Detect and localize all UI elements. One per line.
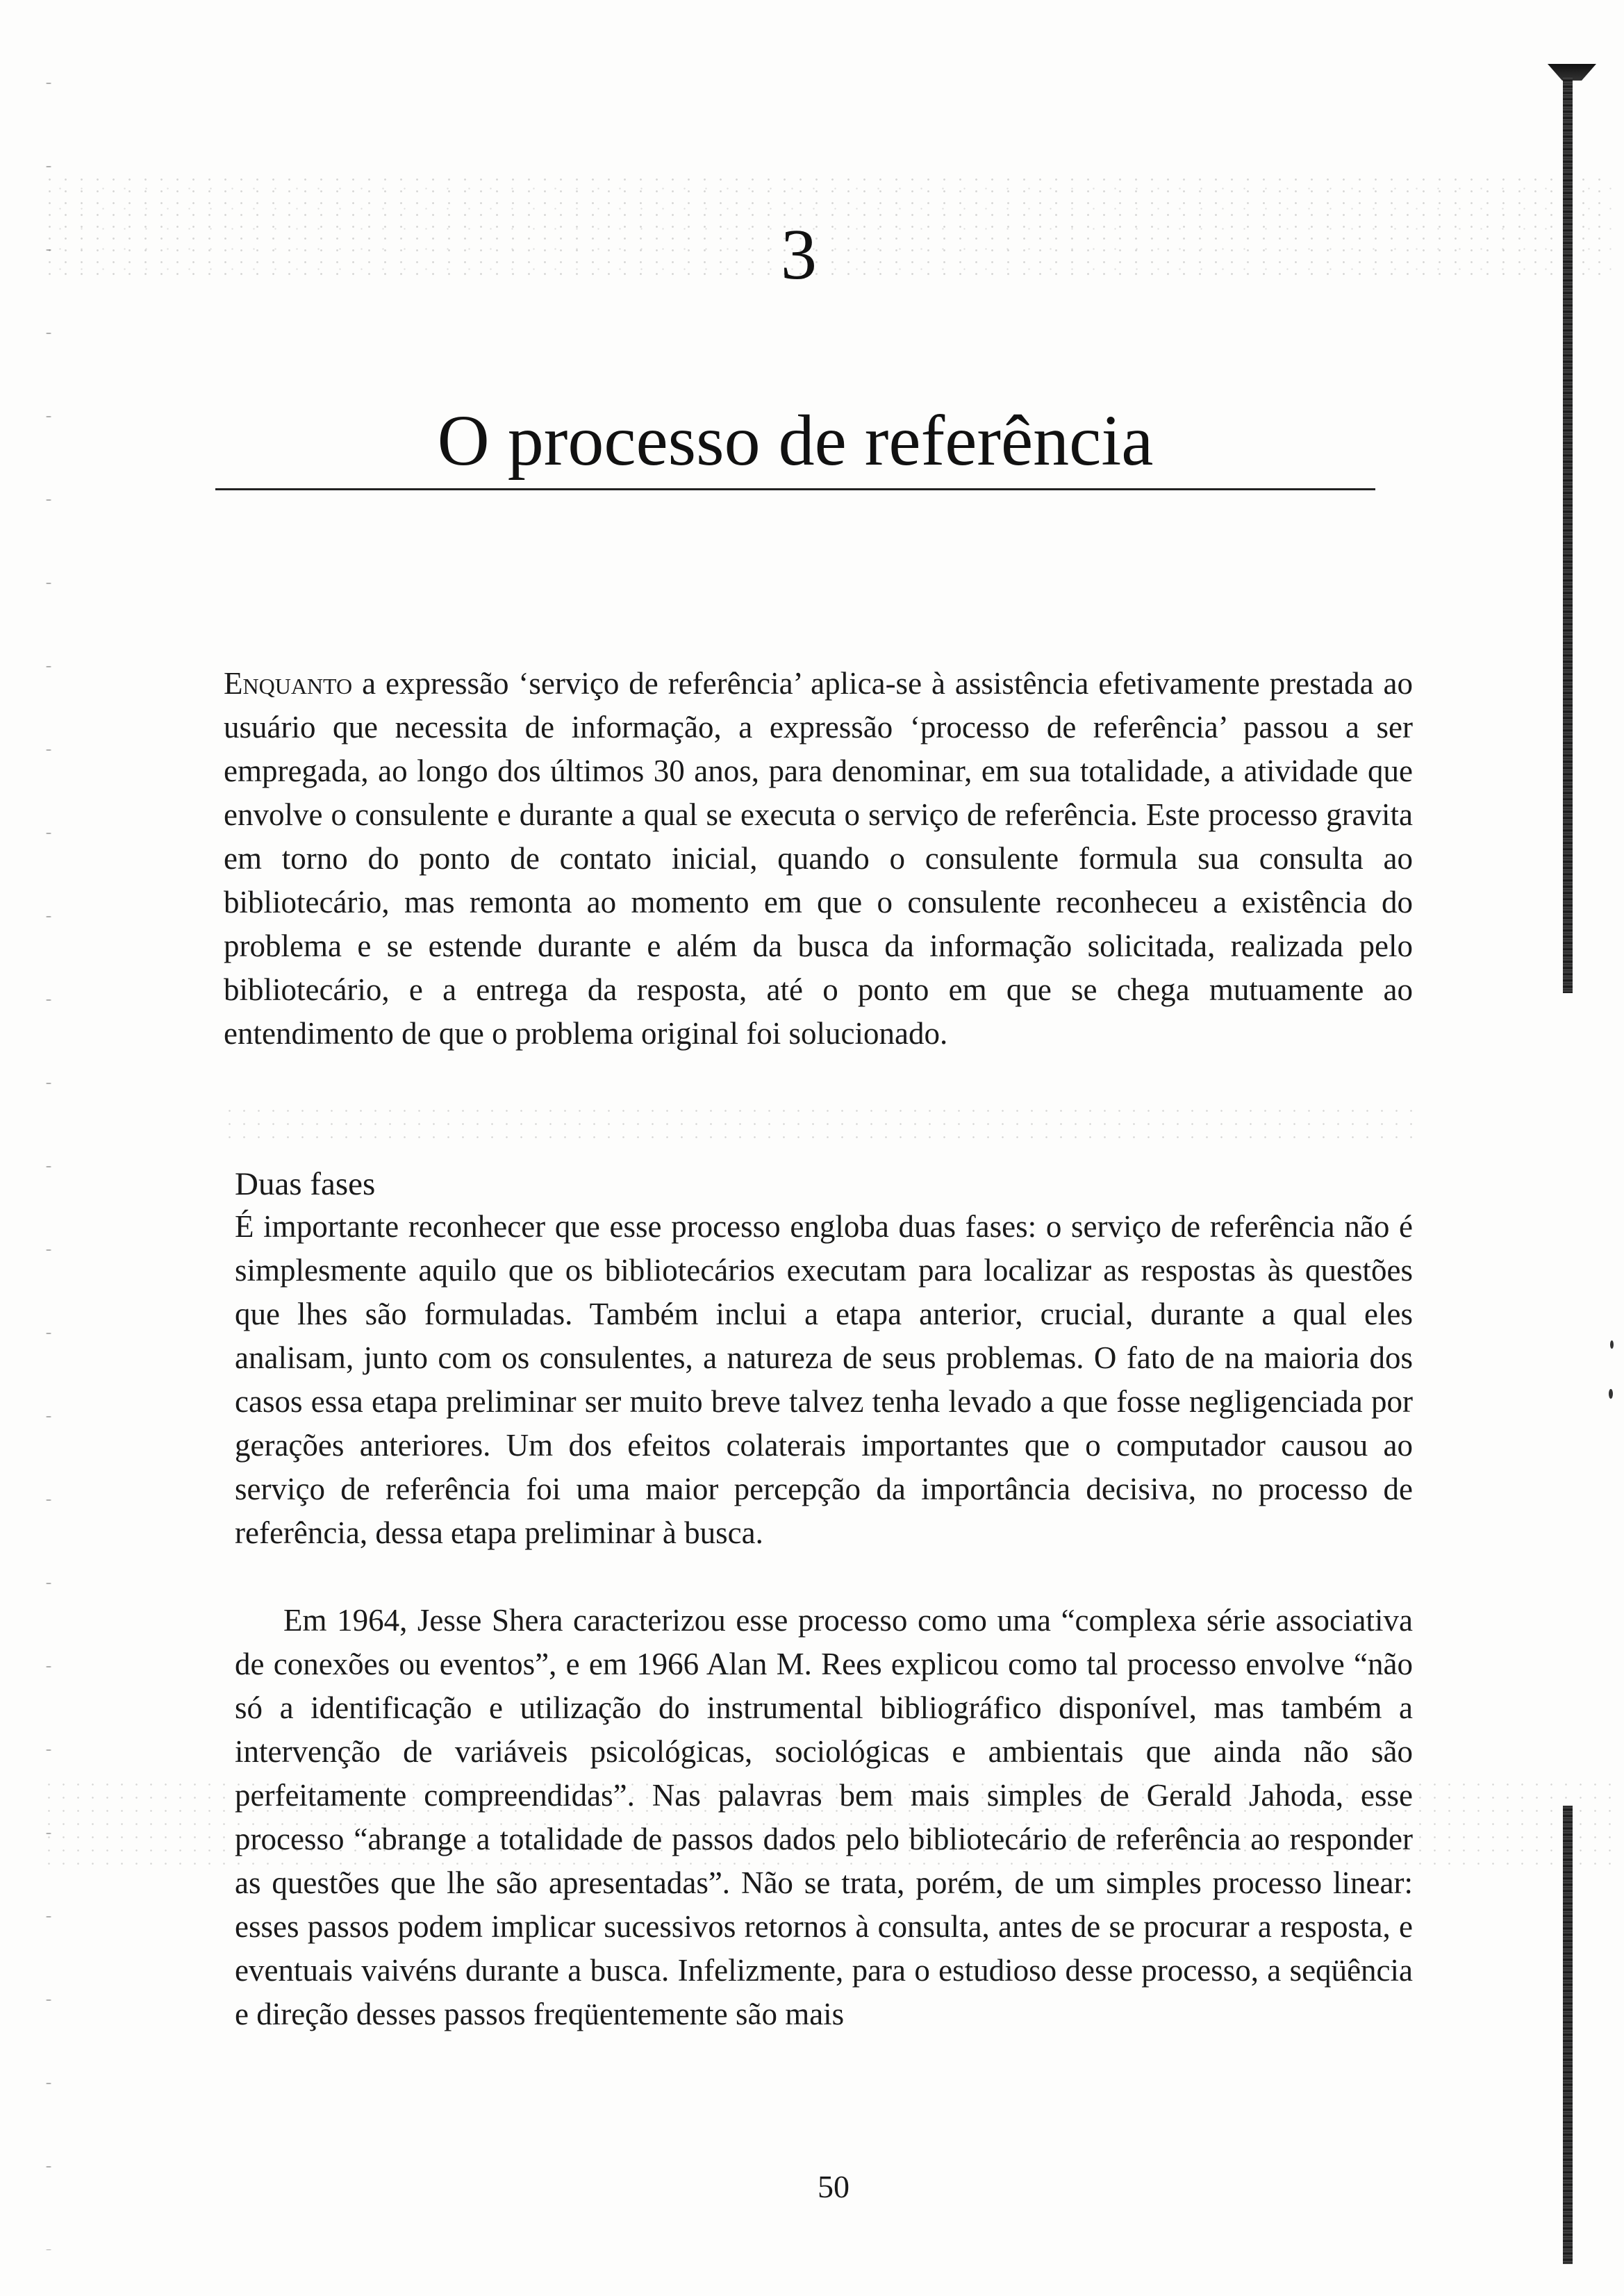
binding-edge-upper: [1563, 76, 1573, 993]
scan-speckle-mid: [222, 1104, 1417, 1146]
paragraph-intro-text: a expressão ‘serviço de referência’ aplica-se à assistência efetivamente prestada ao usuário que necessita de informação, a expressão ‘processo de referência’ passou a ser empregada, ao longo dos últimos 30 anos, para denominar, em sua totalidade, a atividade que envolve o consulente e durante a qual se executa o serviço de referência. Este processo gravita em torno do ponto de contato inicial, quando o consulente formula sua consulta ao bibliotecário, mas remonta ao momento em que o consulente reconheceu a existência do problema e se estende durante e além da busca da informação solicitada, realizada pelo bibliotecário, e a entrega da resposta, até o ponto em que se chega mutuamente ao entendimento de que o problema original foi solucionado.: [224, 666, 1413, 1051]
chapter-number: 3: [781, 215, 817, 294]
paragraph-lead-word: Enquanto: [224, 666, 353, 701]
paragraph-two-phases: É importante reconhecer que esse processo engloba duas fases: o serviço de referência não é simplesmente aquilo que os bibliotecários executam para localizar as respostas às questões que lhes são formuladas. Também inclui a etapa anterior, crucial, durante a qual eles analisam, junto com os consulentes, a natureza de seus problemas. O fato de na maioria dos casos essa etapa preliminar ser muito breve talvez tenha levado a que fosse negligenciada por gerações anteriores. Um dos efeitos colaterais importantes que o computador causou ao serviço de referência foi uma maior percepção da importância decisiva, no processo de referência, dessa etapa preliminar à busca.: [235, 1209, 1413, 1550]
binding-edge-lower: [1563, 1806, 1573, 2264]
scan-dot: [1609, 1389, 1613, 1399]
paragraph-shera-rees: Em 1964, Jesse Shera caracterizou esse processo como uma “complexa série associativa de conexões ou eventos”, e em 1966 Alan M. Rees explicou como tal processo envolve “não só a identificação e utilização do instrumental bibliográfico disponível, mas também a intervenção de variáveis psicológicas, sociológicas e ambientais que ainda não são perfeitamente compreendidas”. Nas palavras bem mais simples de Gerald Jahoda, esse processo “abrange a totalidade de passos dados pelo bibliotecário de referência ao responder as questões que lhe são apresentadas”. Não se trata, porém, de um simples processo linear: esses passos podem implicar sucessivos retornos à consulta, antes de se procurar a resposta, e eventuais vaivéns durante a busca. Infelizmente, para o estudioso desse processo, a seqüência e direção desses passos freqüentemente são mais: [235, 1603, 1413, 2031]
title-rule: [215, 488, 1375, 490]
left-margin-scan-marks: [38, 42, 59, 2250]
section-heading: Duas fases: [235, 1166, 376, 1202]
page-number: 50: [818, 2169, 850, 2204]
chapter-title: O processo de referência: [437, 401, 1154, 481]
scan-dot: [1610, 1340, 1614, 1349]
paragraph-intro: [224, 662, 1413, 1056]
